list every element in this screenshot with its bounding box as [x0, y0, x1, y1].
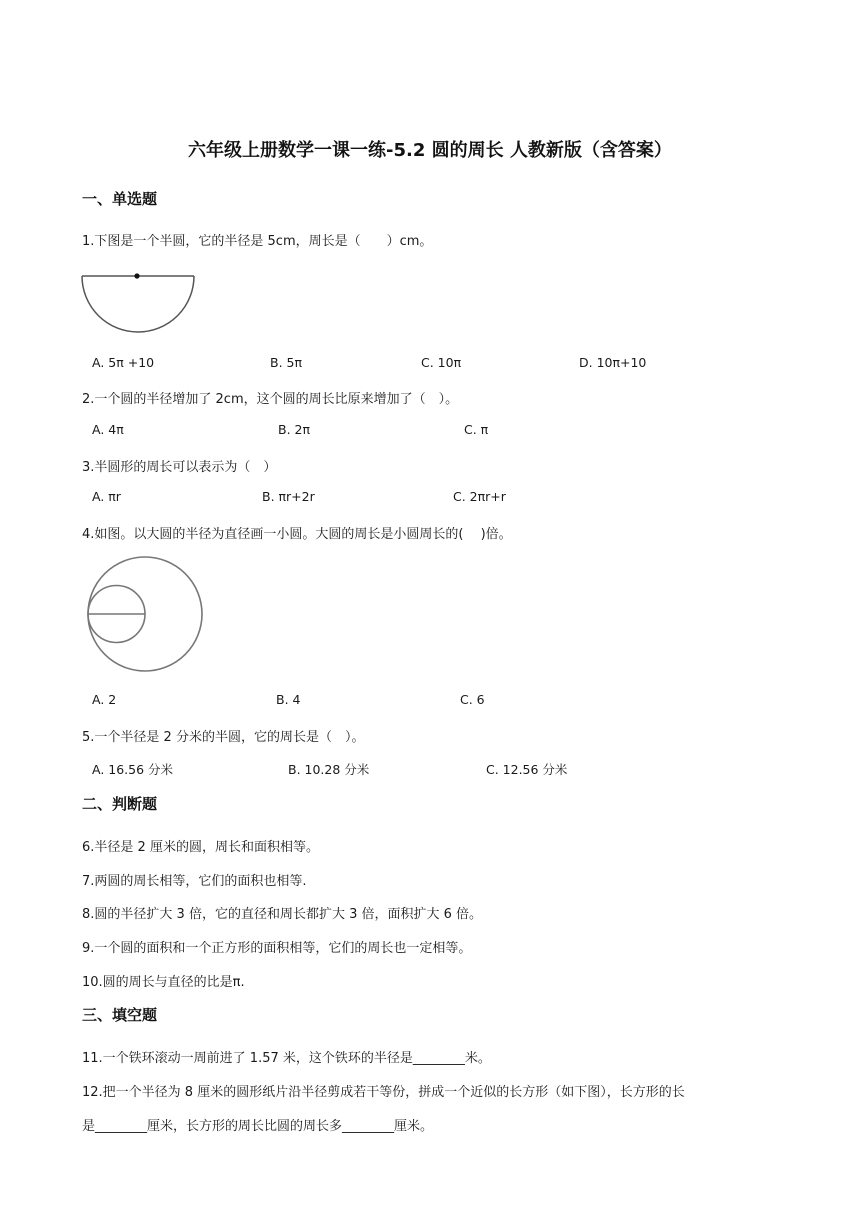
section-heading-true-false: 二、判断题: [82, 795, 158, 813]
q5-option-b: B. 10.28 分米: [288, 762, 370, 777]
section-heading-single-choice: 一、单选题: [82, 190, 158, 208]
question-11: 11.一个铁环滚动一周前进了 1.57 米，这个铁环的半径是________米。: [82, 1051, 491, 1066]
nested-circles-figure: [84, 554, 206, 676]
q4-option-b: B. 4: [276, 692, 301, 707]
question-7: 7.两圆的周长相等，它们的面积也相等.: [82, 874, 307, 889]
q5-option-a: A. 16.56 分米: [92, 762, 174, 777]
q3-option-b: B. πr+2r: [262, 489, 315, 504]
question-2: 2.一个圆的半径增加了 2cm，这个圆的周长比原来增加了（ ）。: [82, 392, 459, 407]
question-4: 4.如图。以大圆的半径为直径画一小圆。大圆的周长是小圆周长的( )倍。: [82, 527, 512, 542]
question-12-line-1: 12.把一个半径为 8 厘米的圆形纸片沿半径剪成若干等份，拼成一个近似的长方形（如下图），长方形的长: [82, 1085, 685, 1100]
question-3: 3.半圆形的周长可以表示为（ ）: [82, 460, 277, 475]
q3-option-a: A. πr: [92, 489, 121, 504]
question-1: 1.下图是一个半圆，它的半径是 5cm，周长是（ ）cm。: [82, 234, 433, 249]
q1-option-b: B. 5π: [270, 355, 303, 370]
q1-option-c: C. 10π: [421, 355, 462, 370]
semicircle-figure: [80, 270, 198, 336]
question-8: 8.圆的半径扩大 3 倍，它的直径和周长都扩大 3 倍，面积扩大 6 倍。: [82, 907, 483, 922]
q3-option-c: C. 2πr+r: [453, 489, 506, 504]
page-title: 六年级上册数学一课一练-5.2 圆的周长 人教新版（含答案）: [188, 140, 672, 161]
q5-option-c: C. 12.56 分米: [486, 762, 568, 777]
q2-option-b: B. 2π: [278, 422, 311, 437]
q2-option-a: A. 4π: [92, 422, 124, 437]
q4-option-c: C. 6: [460, 692, 485, 707]
section-heading-fill-blank: 三、填空题: [82, 1006, 158, 1024]
q1-option-d: D. 10π+10: [579, 355, 647, 370]
question-6: 6.半径是 2 厘米的圆，周长和面积相等。: [82, 840, 319, 855]
question-10: 10.圆的周长与直径的比是π.: [82, 975, 245, 990]
question-5: 5.一个半径是 2 分米的半圆，它的周长是（ ）。: [82, 730, 365, 745]
q4-option-a: A. 2: [92, 692, 117, 707]
question-12-line-2: 是________厘米，长方形的周长比圆的周长多________厘米。: [82, 1119, 434, 1134]
q1-option-a: A. 5π +10: [92, 355, 155, 370]
q2-option-c: C. π: [464, 422, 489, 437]
question-9: 9.一个圆的面积和一个正方形的面积相等，它们的周长也一定相等。: [82, 941, 472, 956]
